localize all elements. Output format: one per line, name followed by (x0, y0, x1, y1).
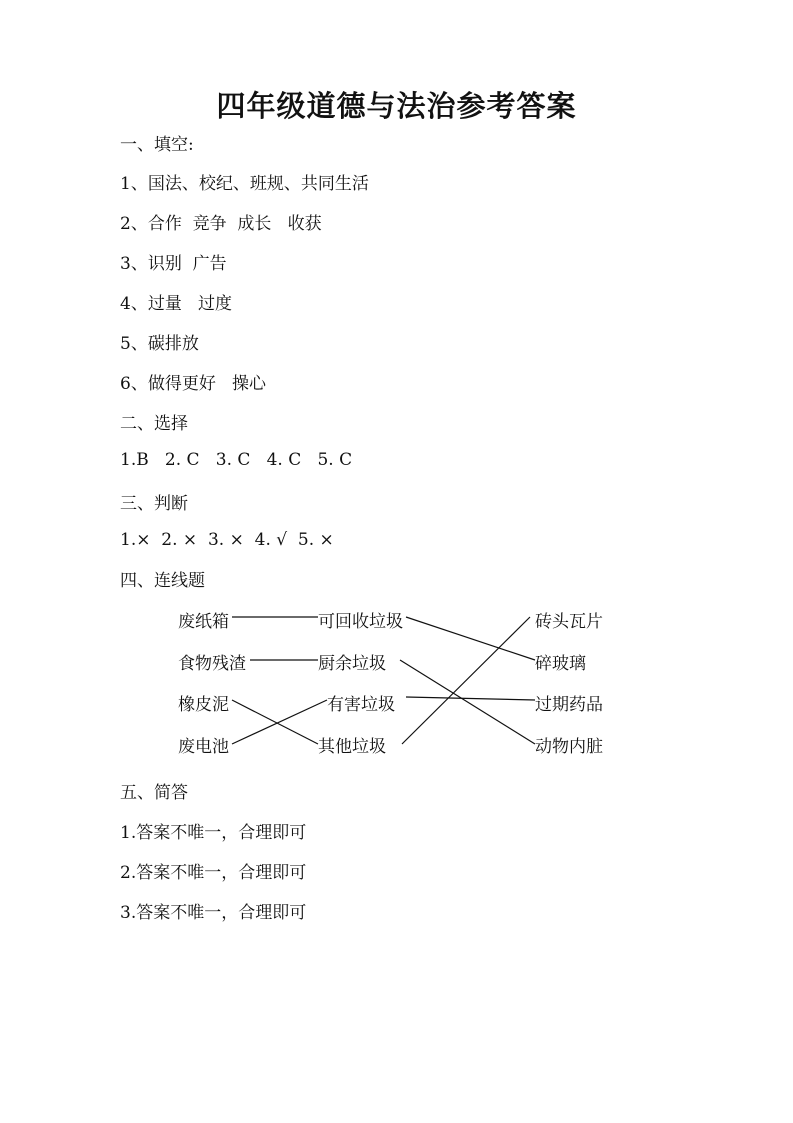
matching-left-item: 废电池 (178, 737, 229, 757)
matching-line-middle-right (400, 660, 535, 744)
matching-line-middle-right (406, 697, 535, 700)
short-answer-2: 2.答案不唯一，合理即可 (120, 863, 307, 883)
fill-blank-answer-4: 4、过量 过度 (120, 294, 233, 314)
section-choice-heading: 二、选择 (120, 414, 188, 434)
matching-middle-item: 厨余垃圾 (318, 654, 386, 674)
short-answer-1: 1.答案不唯一，合理即可 (120, 823, 307, 843)
section-fill-blank-heading: 一、填空: (120, 135, 194, 155)
matching-right-item: 动物内脏 (535, 737, 603, 757)
fill-blank-answer-6: 6、做得更好 操心 (120, 374, 267, 394)
document-title: 四年级道德与法治参考答案 (216, 89, 577, 123)
matching-left-item: 食物残渣 (178, 654, 246, 674)
fill-blank-answer-3: 3、识别 广告 (120, 254, 227, 274)
section-matching-heading: 四、连线题 (120, 571, 205, 591)
section-short-answer-heading: 五、简答 (120, 783, 188, 803)
fill-blank-answer-5: 5、碳排放 (120, 334, 199, 354)
matching-line-middle-right (402, 617, 530, 744)
fill-blank-answer-2: 2、合作 竞争 成长 收获 (120, 214, 322, 234)
fill-blank-answer-1: 1、国法、校纪、班规、共同生活 (120, 174, 369, 194)
choice-answers: 1.B 2. C 3. C 4. C 5. C (120, 450, 353, 470)
matching-right-item: 过期药品 (535, 695, 603, 715)
section-judgement-heading: 三、判断 (120, 494, 188, 514)
matching-middle-item: 其他垃圾 (318, 737, 386, 757)
judgement-answers: 1.× 2. × 3. × 4. √ 5. × (120, 530, 334, 550)
short-answer-3: 3.答案不唯一，合理即可 (120, 903, 307, 923)
matching-line-left-middle (232, 700, 327, 744)
matching-line-middle-right (406, 617, 535, 660)
matching-left-item: 橡皮泥 (178, 695, 229, 715)
matching-right-item: 碎玻璃 (535, 654, 586, 674)
matching-middle-item: 有害垃圾 (327, 695, 395, 715)
matching-left-item: 废纸箱 (178, 612, 229, 632)
matching-right-item: 砖头瓦片 (535, 612, 603, 632)
matching-middle-item: 可回收垃圾 (318, 612, 403, 632)
